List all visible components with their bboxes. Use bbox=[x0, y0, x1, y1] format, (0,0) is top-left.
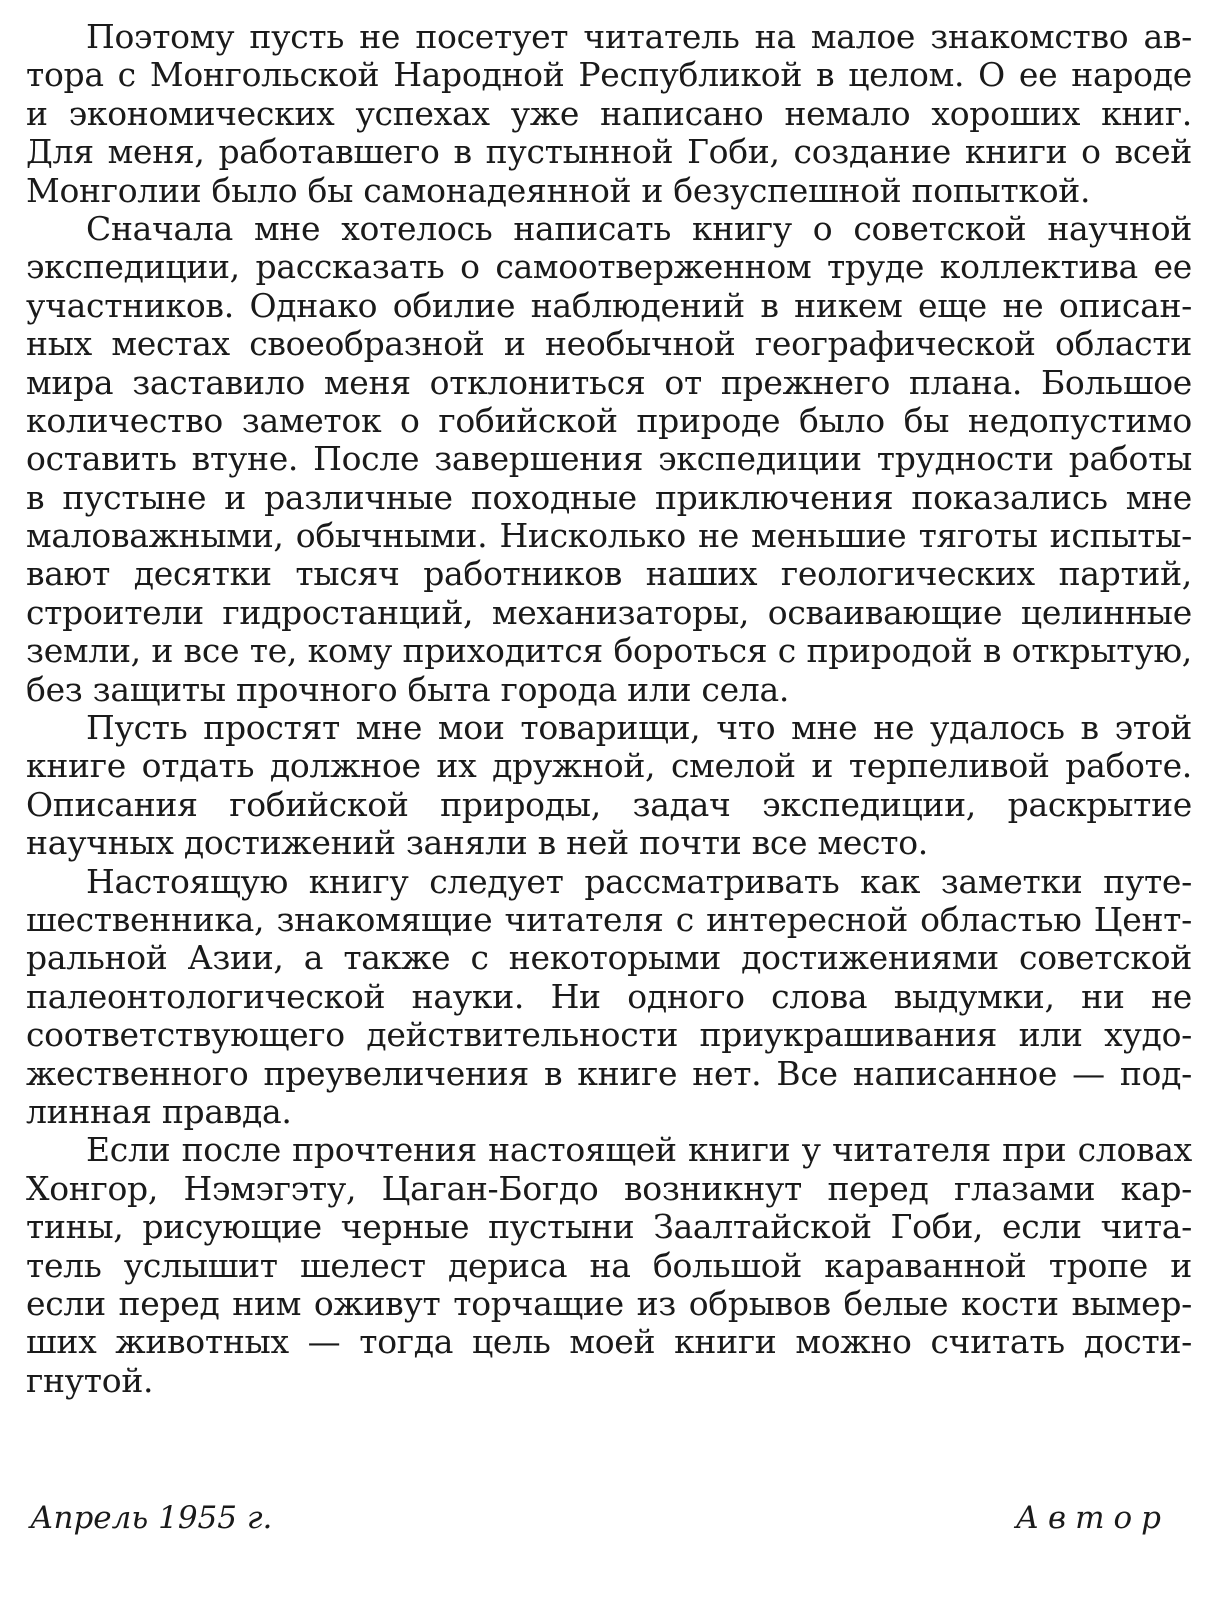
text-line: в пустыне и различные походные приключения показались мне bbox=[26, 477, 1192, 517]
text-line: соответствующего действительности приукрашивания или худо- bbox=[26, 1015, 1192, 1055]
text-line: если перед ним оживут торчащие из обрывов белые кости вымер- bbox=[26, 1283, 1192, 1323]
text-line: Хонгор, Нэмэгэту, Цаган-Богдо возникнут перед глазами кар- bbox=[26, 1168, 1192, 1208]
text-line: жественного преувеличения в книге нет. Все написанное — под- bbox=[26, 1053, 1192, 1093]
text-line: вают десятки тысяч работников наших геологических партий, bbox=[26, 554, 1192, 594]
page-footer bbox=[30, 1500, 1170, 1544]
text-line: и экономических успехах уже написано немало хороших книг. bbox=[26, 93, 1192, 133]
footer-author: Автор bbox=[1015, 1500, 1170, 1536]
text-line: шественника, знакомящие читателя с интересной областью Цент- bbox=[26, 899, 1192, 939]
text-line: Описания гобийской природы, задач экспедиции, раскрытие bbox=[26, 784, 1192, 824]
text-line: Пусть простят мне мои товарищи, что мне не удалось в этой bbox=[86, 708, 1192, 748]
text-line: Если после прочтения настоящей книги у читателя при словах bbox=[86, 1130, 1192, 1170]
text-line: Сначала мне хотелось написать книгу о советской научной bbox=[86, 208, 1192, 248]
paragraph bbox=[26, 709, 1192, 863]
text-line: строители гидростанций, механизаторы, осваивающие целинные bbox=[26, 592, 1192, 632]
paragraph bbox=[26, 863, 1192, 1132]
paragraph bbox=[26, 210, 1192, 709]
text-line: палеонтологической науки. Ни одного слова выдумки, ни не bbox=[26, 976, 1192, 1016]
text-line: Настоящую книгу следует рассматривать как заметки путе- bbox=[86, 861, 1192, 901]
text-line: линная правда. bbox=[26, 1091, 292, 1131]
text-line: экспедиции, рассказать о самоотверженном труде коллектива ее bbox=[26, 247, 1192, 287]
text-line: ших животных — тогда цель моей книги можно считать дости- bbox=[26, 1322, 1192, 1362]
text-line: гнутой. bbox=[26, 1360, 154, 1400]
text-line: земли, и все те, кому приходится бороться с природой в открытую, bbox=[26, 631, 1192, 671]
text-line: ральной Азии, а также с некоторыми достижениями советской bbox=[26, 938, 1192, 978]
text-line: тель услышит шелест дериса на большой караванной тропе и bbox=[26, 1245, 1192, 1285]
text-line: Для меня, работавшего в пустынной Гоби, создание книги о всей bbox=[26, 132, 1192, 172]
body-text bbox=[26, 18, 1192, 1400]
text-line: книге отдать должное их дружной, смелой и терпеливой работе. bbox=[26, 746, 1192, 786]
text-line: оставить втуне. После завершения экспедиции трудности работы bbox=[26, 439, 1192, 479]
text-line: без защиты прочного быта города или села. bbox=[26, 669, 790, 709]
text-line: количество заметок о гобийской природе было бы недопустимо bbox=[26, 400, 1192, 440]
text-line: маловажными, обычными. Нисколько не меньшие тяготы испыты- bbox=[26, 516, 1192, 556]
text-line: Монголии было бы самонадеянной и безуспешной попыткой. bbox=[26, 170, 1091, 210]
text-line: ных местах своеобразной и необычной географической области bbox=[26, 324, 1192, 364]
text-line: участников. Однако обилие наблюдений в никем еще не описан- bbox=[26, 285, 1192, 325]
text-line: Поэтому пусть не посетует читатель на малое знакомство ав- bbox=[86, 17, 1192, 56]
paragraph bbox=[26, 1131, 1192, 1400]
text-line: мира заставило меня отклониться от прежнего плана. Большое bbox=[26, 362, 1192, 402]
text-line: научных достижений заняли в ней почти все место. bbox=[26, 823, 928, 863]
footer-date: Апрель 1955 г. bbox=[30, 1500, 273, 1536]
paragraph bbox=[26, 18, 1192, 210]
text-line: тины, рисующие черные пустыни Заалтайской Гоби, если чита- bbox=[26, 1207, 1192, 1247]
text-line: тора с Монгольской Народной Республикой в целом. О ее народе bbox=[26, 55, 1192, 95]
